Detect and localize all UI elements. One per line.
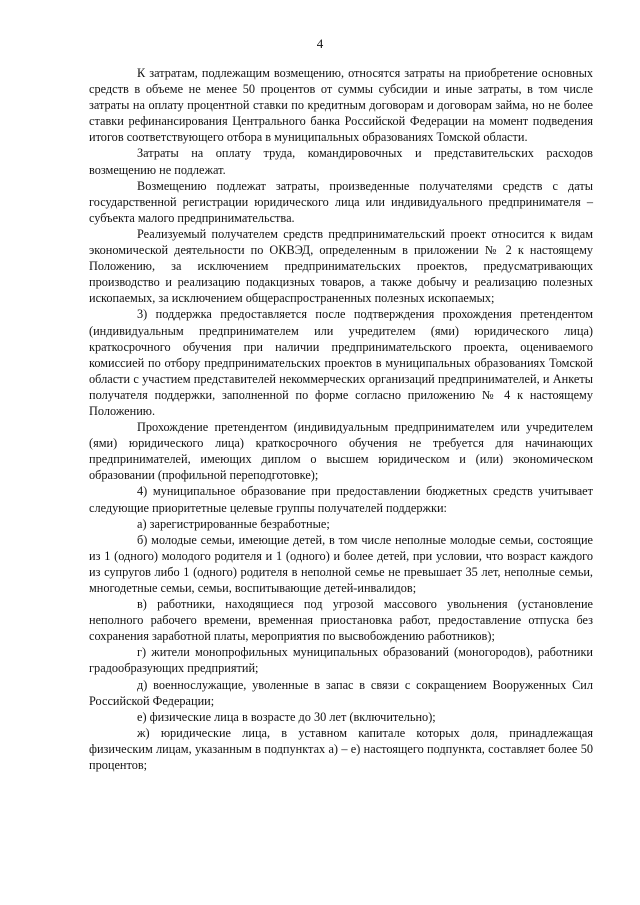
document-body: [89, 65, 593, 773]
page-number: 4: [316, 36, 324, 51]
list-item-d: д) военнослужащие, уволенные в запас в связи с сокращением Вооруженных Сил Российской Федерации;: [89, 677, 593, 708]
list-item-b: б) молодые семьи, имеющие детей, в том числе неполные молодые семьи, состоящие из 1 (одного) молодого родителя и 1 (одного) и более детей, при условии, что возраст каждого из супругов либо 1 (одного) родителя в неполной семье не превышает 35 лет, неполные семьи, многодетные семьи, семьи, воспитывающие детей-инвалидов;: [89, 532, 593, 595]
list-item-v: в) работники, находящиеся под угрозой массового увольнения (установление неполного рабочего времени, временная приостановка работ, предоставление отпуска без сохранения заработной платы, мероприятия по высвобождению работников);: [89, 597, 593, 644]
paragraph-labor-costs-excluded: Затраты на оплату труда, командировочных и представительских расходов возмещению не подлежат.: [89, 146, 593, 177]
list-item-g: г) жители монопрофильных муниципальных образований (моногородов), работники градообразующих предприятий;: [89, 645, 593, 676]
paragraph-training-exemption: Прохождение претендентом (индивидуальным предпринимателем или учредителем (ями) юридического лица) краткосрочного обучения не требуется для начинающих предпринимателей, имеющих диплом о высшем юридическом и (или) экономическом образовании (профильной переподготовке);: [89, 420, 593, 483]
paragraph-okved-activities: Реализуемый получателем средств предпринимательский проект относится к видам экономической деятельности по ОКВЭД, определенным в приложении № 2 к настоящему Положению, за исключением предпринимательских проектов, предусматривающих производство и реализацию подакцизных товаров, а также добычу и реализацию полезных ископаемых, за исключением общераспространенных полезных ископаемых;: [89, 226, 593, 306]
paragraph-costs-reimbursable: К затратам, подлежащим возмещению, относятся затраты на приобретение основных средств в объеме не менее 50 процентов от суммы субсидии и иные затраты, в том числе затраты на оплату процентной ставки по кредитным договорам и договорам займа, но не более ставки рефинансирования Центрального банка Российской Федерации на момент подведения итогов соответствующего отбора в муниципальных образованиях Томской области.: [89, 66, 593, 145]
list-item-e: е) физические лица в возрасте до 30 лет (включительно);: [137, 709, 436, 724]
paragraph-costs-since-registration: Возмещению подлежат затраты, произведенные получателями средств с даты государственной регистрации юридического лица или индивидуального предпринимателя – субъекта малого предпринимательства.: [89, 178, 593, 225]
paragraph-item-3-training: 3) поддержка предоставляется после подтверждения прохождения претендентом (индивидуальным предпринимателем или учредителем (ями) юридического лица) краткосрочного обучения при наличии предпринимательского проекта, оцениваемого комиссией по отбору предпринимательских проектов в муниципальных образованиях Томской области с участием представителей некоммерческих организаций предпринимателей, и Анкеты получателя поддержки, заполненной по форме согласно приложению № 4 к настоящему Положению.: [89, 307, 593, 418]
list-item-zh: ж) юридические лица, в уставном капитале которых доля, принадлежащая физическим лицам, указанным в подпунктах а) – е) настоящего подпункта, составляет более 50 процентов;: [89, 725, 593, 773]
list-item-a: а) зарегистрированные безработные;: [137, 516, 330, 531]
paragraph-item-4-priority-groups: 4) муниципальное образование при предоставлении бюджетных средств учитывает следующие приоритетные целевые группы получателей поддержки:: [89, 484, 593, 515]
